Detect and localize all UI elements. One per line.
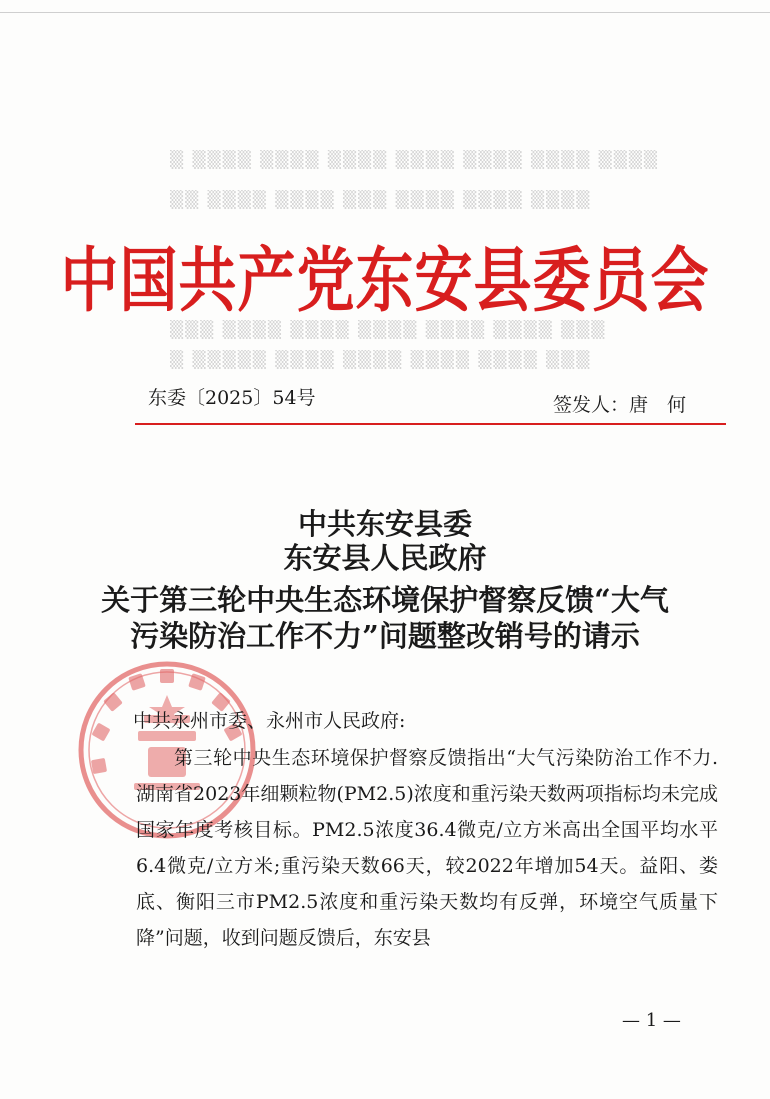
signer: 签发人：唐 何 [553,394,687,416]
title-line-1: 中共东安县委 [297,507,472,541]
document-number: 东委〔2025〕54号 [148,387,316,409]
red-separator-line [135,423,726,425]
issuing-authority-header: 中国共产党东安县委员会 [60,239,710,322]
bleed-through-texture: ▒ ▒▒▒▒▒ ▒▒▒▒ ▒▒▒▒ ▒▒▒▒ ▒▒▒▒ ▒▒▒ [170,350,592,370]
addressee: 中共永州市委、永州市人民政府: [133,710,406,732]
bleed-through-texture: ▒▒▒ ▒▒▒▒ ▒▒▒▒ ▒▒▒▒ ▒▒▒▒ ▒▒▒▒ ▒▒▒ [170,320,607,340]
bleed-through-texture: ▒▒ ▒▒▒▒ ▒▒▒▒ ▒▒▒ ▒▒▒▒ ▒▒▒▒ ▒▒▒▒ [170,190,592,210]
page-number: — 1 — [622,1010,681,1031]
scan-edge [0,12,770,13]
title-line-3: 关于第三轮中央生态环境保护督察反馈“大气 [101,583,669,617]
body-paragraph: 第三轮中央生态环境保护督察反馈指出“大气污染防治工作不力.湖南省2023年细颗粒物(PM2.5)浓度和重污染天数两项指标均未完成国家年度考核目标。PM2.5浓度36.4微克/立方米高出全国平均水平6.4微克/立方米;重污染天数66天，较2022年增加54天。益阳、娄底、衡阳三市PM2.5浓度和重污染天数均有反弹，环境空气质量下降”问题，收到问题反馈后，东安县 [136,747,718,949]
bleed-through-texture: ▒ ▒▒▒▒ ▒▒▒▒ ▒▒▒▒ ▒▒▒▒ ▒▒▒▒ ▒▒▒▒ ▒▒▒▒ [170,150,659,170]
title-line-4: 污染防治工作不力”问题整改销号的请示 [130,619,640,653]
title-line-2: 东安县人民政府 [283,541,487,575]
